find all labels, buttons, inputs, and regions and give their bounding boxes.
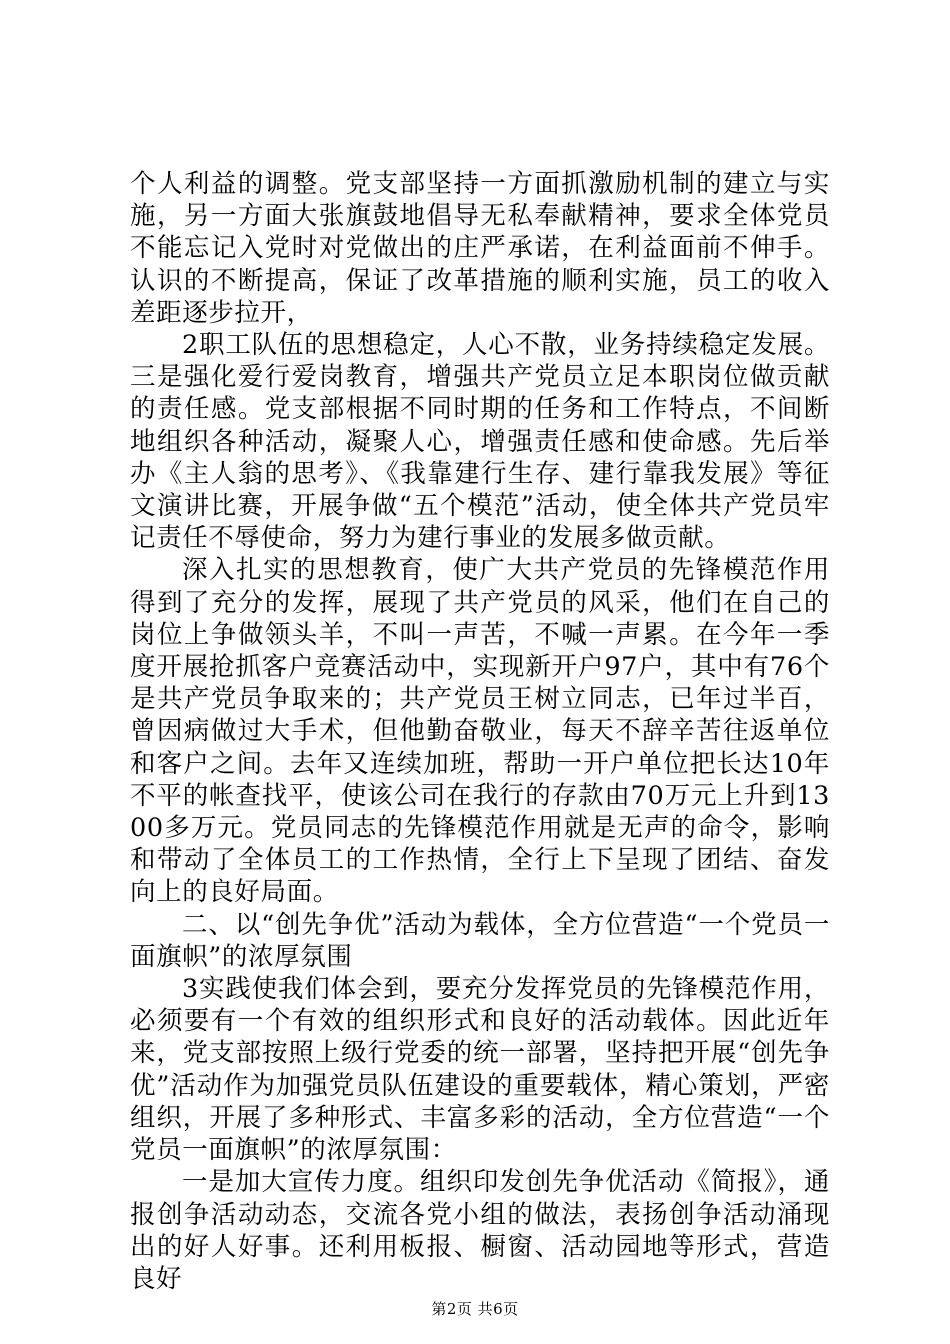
paragraph: 2职工队伍的思想稳定，人心不散，业务持续稳定发展。三是强化爱行爱岗教育，增强共产党员立足本职岗位做贡献的责任感。党支部根据不同时期的任务和工作特点，不间断地组织各种活动，凝聚人心，增强责任感和使命感。先后举办《主人翁的思考》、《我靠建行生存、建行靠我发展》等征文演讲比赛，开展争做“五个模范”活动，使全体共产党员牢记责任不辱使命，努力为建行事业的发展多做贡献。	[130, 330, 830, 554]
section-heading: 二、以“创先争优”活动为载体，全方位营造“一个党员一面旗帜”的浓厚氛围	[130, 909, 830, 972]
document-body	[130, 168, 830, 1295]
paragraph: 一是加大宣传力度。组织印发创先争优活动《简报》，通报创争活动动态，交流各党小组的做法，表扬创争活动涌现出的好人好事。还利用板报、橱窗、活动园地等形式，营造良好	[130, 1167, 830, 1294]
paragraph: 3实践使我们体会到，要充分发挥党员的先锋模范作用，必须要有一个有效的组织形式和良好的活动载体。因此近年来，党支部按照上级行党委的统一部署，坚持把开展“创先争优”活动作为加强党员队伍建设的重要载体，精心策划，严密组织，开展了多种形式、丰富多彩的活动，全方位营造“一个党员一面旗帜”的浓厚氛围：	[130, 974, 830, 1166]
paragraph: 深入扎实的思想教育，使广大共产党员的先锋模范作用得到了充分的发挥，展现了共产党员的风采，他们在自己的岗位上争做领头羊，不叫一声苦，不喊一声累。在今年一季度开展抢抓客户竞赛活动中，实现新开户97户，其中有76个是共产党员争取来的；共产党员王树立同志，已年过半百，曾因病做过大手术，但他勤奋敬业，每天不辞辛苦往返单位和客户之间。去年又连续加班，帮助一开户单位把长达10年不平的帐查找平，使该公司在我行的存款由70万元上升到1300多万元。党员同志的先锋模范作用就是无声的命令，影响和带动了全体员工的工作热情，全行上下呈现了团结、奋发向上的良好局面。	[130, 555, 830, 908]
paragraph-continuation: 个人利益的调整。党支部坚持一方面抓激励机制的建立与实施，另一方面大张旗鼓地倡导无私奉献精神，要求全体党员不能忘记入党时对党做出的庄严承诺，在利益面前不伸手。认识的不断提高，保证了改革措施的顺利实施，员工的收入差距逐步拉开，	[130, 169, 830, 328]
page-number-footer: 第2页 共6页	[431, 1300, 519, 1318]
